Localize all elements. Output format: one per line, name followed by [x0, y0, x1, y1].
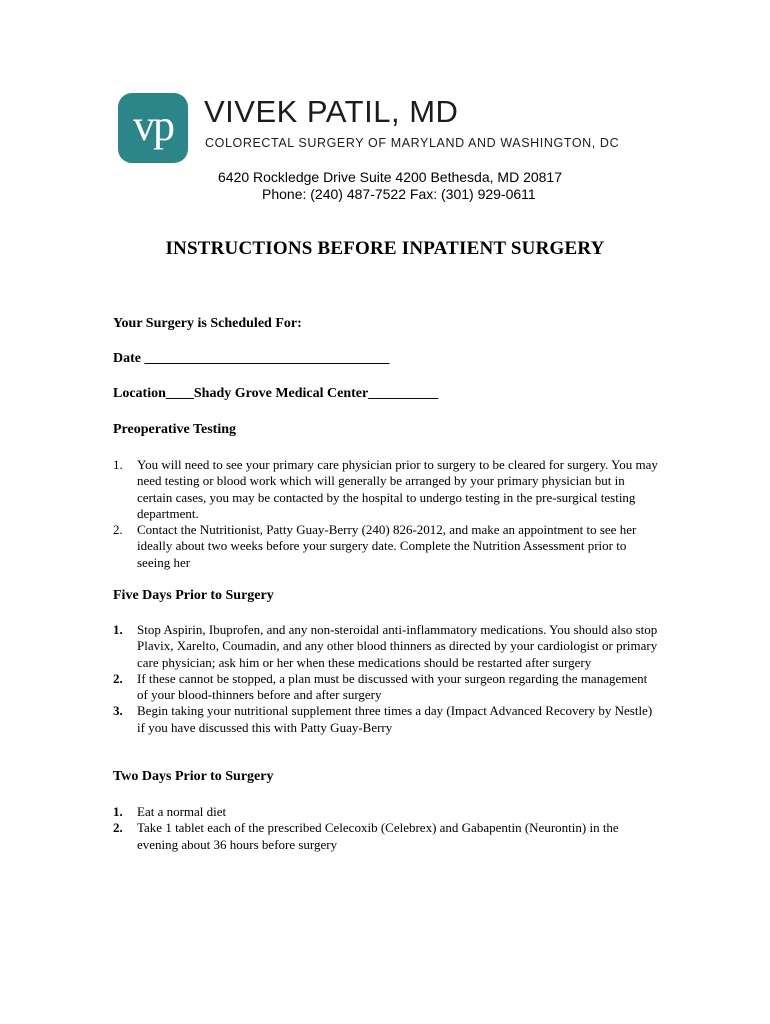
practice-phone-fax: Phone: (240) 487-7522 Fax: (301) 929-0611 [262, 186, 536, 202]
list-item-text: If these cannot be stopped, a plan must be discussed with your surgeon regarding the management of your blood-thinners before and after surgery [137, 670, 648, 703]
list-number: 1. [113, 804, 123, 819]
practice-address: 6420 Rockledge Drive Suite 4200 Bethesda, MD 20817 [218, 169, 562, 185]
practice-name: VIVEK PATIL, MD [204, 94, 459, 129]
list-item-text: Contact the Nutritionist, Patty Guay-Berry (240) 826-2012, and make an appointment to see her ideally about two weeks before your surgery date. Complete the Nutrition Assessment prior to seeing her [137, 522, 637, 570]
list-item-text: Stop Aspirin, Ibuprofen, and any non-steroidal anti-inflammatory medications. You should also stop Plavix, Xarelto, Coumadin, and any other blood thinners as directed by your cardiologist or primary care physician; ask him or her when these medications should be restarted after surgery [137, 622, 658, 670]
location-field-line[interactable]: Location____Shady Grove Medical Center__________ [113, 386, 439, 401]
document-title: INSTRUCTIONS BEFORE INPATIENT SURGERY [165, 238, 605, 259]
list-item-text: Take 1 tablet each of the prescribed Celecoxib (Celebrex) and Gabapentin (Neurontin) in the evening about 36 hours before surgery [137, 820, 619, 852]
list-number: 2. [113, 670, 123, 686]
list-item [113, 703, 658, 736]
list-number: 3. [113, 703, 123, 719]
preoperative-heading: Preoperative Testing [113, 422, 237, 437]
list-item-text: You will need to see your primary care physician prior to surgery to be cleared for surgery. You may need testing or blood work which will generally be arranged by your primary physician but in certain cases, you may be contacted by the hospital to undergo testing in the pre-surgical testing department. [137, 457, 658, 521]
two-days-list [113, 804, 658, 853]
list-number: 2. [113, 820, 123, 836]
list-item [113, 671, 658, 704]
list-item [113, 820, 658, 853]
list-number: 1. [113, 457, 123, 472]
list-item [113, 622, 658, 671]
practice-subtitle: COLORECTAL SURGERY OF MARYLAND AND WASHINGTON, DC [205, 136, 620, 150]
list-item [113, 804, 658, 820]
list-item [113, 522, 658, 571]
practice-logo [118, 93, 188, 163]
logo-monogram: vp [133, 101, 173, 150]
list-item-text: Eat a normal diet [137, 804, 227, 819]
two-days-heading: Two Days Prior to Surgery [113, 769, 274, 784]
schedule-heading: Your Surgery is Scheduled For: [113, 316, 302, 331]
preoperative-list [113, 457, 658, 571]
five-days-list [113, 622, 658, 736]
date-field-line[interactable]: Date ___________________________________ [113, 351, 390, 366]
five-days-heading: Five Days Prior to Surgery [113, 588, 274, 603]
list-number: 2. [113, 522, 123, 538]
list-item-text: Begin taking your nutritional supplement three times a day (Impact Advanced Recovery by Nestle) if you have discussed this with Patty Guay-Berry [137, 703, 653, 735]
list-item [113, 457, 658, 522]
list-number: 1. [113, 622, 123, 637]
